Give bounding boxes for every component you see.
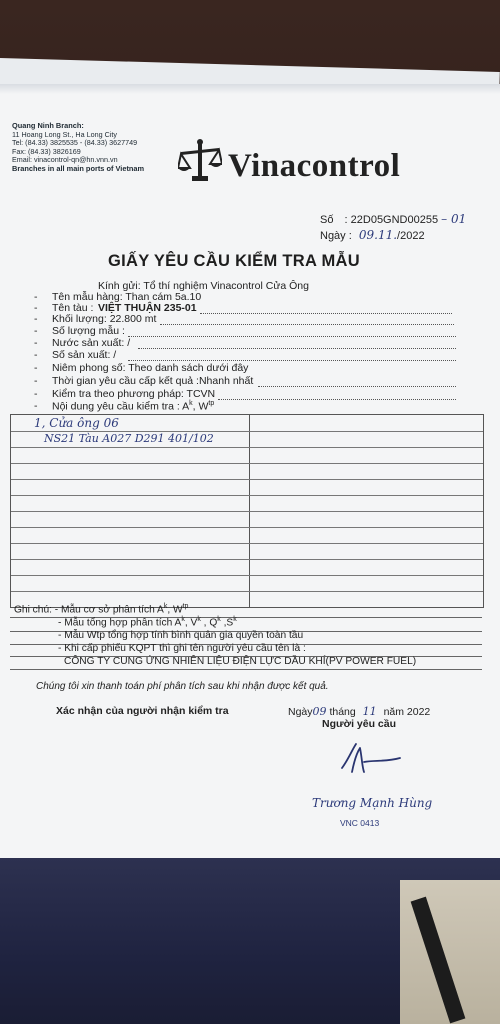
scales-icon <box>178 138 222 184</box>
fill-line <box>128 360 456 361</box>
signing-date <box>288 705 430 718</box>
test-content-label: Nội dung yêu cầu kiểm tra : A <box>52 400 190 413</box>
field-bullet: - <box>34 400 38 412</box>
note-line-2 <box>58 616 237 628</box>
sample-name-field: Tên mẫu hàng: Than cám 5a.10 <box>52 291 202 303</box>
note-text: , W <box>167 604 183 616</box>
test-method-field: Kiểm tra theo phương pháp: TCVN <box>52 388 216 400</box>
doc-number-handwritten: – 01 <box>441 212 467 226</box>
field-bullet: - <box>34 388 38 400</box>
note-text: , Q <box>200 617 218 629</box>
fill-line <box>200 313 452 314</box>
handwritten-table-line-2: NS21 Tàu A027 D291 401/102 <box>44 432 214 445</box>
doc-number-label: Số <box>320 214 334 226</box>
signature-name: Trương Mạnh Hùng <box>312 796 433 810</box>
doc-date <box>320 228 425 242</box>
date-day-handwritten: 09 <box>312 705 327 718</box>
origin-country-field: Nước sản xuất: / <box>52 337 131 349</box>
field-bullet: - <box>34 325 38 337</box>
receiver-confirmation: Xác nhận của người nhận kiểm tra <box>56 705 229 717</box>
weight-field: Khối lượng: 22.800 mt <box>52 313 157 325</box>
branch-info <box>12 122 144 174</box>
field-bullet: - <box>34 291 38 303</box>
brand-logo-text: Vinacontrol <box>228 148 401 184</box>
superscript: k <box>189 400 193 407</box>
superscript: k <box>197 616 201 623</box>
note-line-3: - Mẫu Wtp tổng hợp tính bình quân gia quyền toàn tầu <box>58 630 304 641</box>
handwritten-table-line-1: 1, Cửa ông 06 <box>34 416 119 430</box>
result-time-field: Thời gian yêu cầu cấp kết quả :Nhanh nhất <box>52 375 254 387</box>
production-number-field: Số sản xuất: / <box>52 349 117 361</box>
requester-label: Người yêu cầu <box>322 718 397 730</box>
test-content-label: , W <box>192 400 209 413</box>
doc-number <box>320 212 466 226</box>
field-bullet: - <box>34 313 38 325</box>
branch-address: 11 Hoang Long St., Ha Long City <box>12 129 117 139</box>
note-line-1 <box>14 603 188 615</box>
superscript: tp <box>182 603 189 610</box>
fill-line <box>138 348 456 349</box>
field-bullet: - <box>34 302 38 314</box>
signer-code: VNC 0413 <box>340 818 380 828</box>
fill-line <box>160 324 454 325</box>
branch-fax: Fax: (84.33) 3826169 <box>12 146 81 156</box>
note-divider <box>10 669 482 670</box>
date-month-handwritten: 11 <box>362 705 377 718</box>
date-label: Ngày <box>288 706 313 718</box>
vessel-name: VIỆT THUẬN 235-01 <box>98 302 197 314</box>
field-bullet: - <box>34 337 38 349</box>
sample-count-field: Số lượng mẫu : <box>52 325 125 337</box>
note-text: Ghi chú: - Mẫu cơ sở phân tích A <box>14 604 164 616</box>
field-bullet: - <box>34 362 38 374</box>
superscript: k <box>181 616 185 623</box>
note-text: - Mẫu tổng hợp phân tích A <box>58 617 182 629</box>
requester-company: CÔNG TY CUNG ỨNG NHIÊN LIỆU ĐIỆN LỰC DẦU KHÍ(PV POWER FUEL) <box>64 656 417 667</box>
fill-line <box>218 399 456 400</box>
doc-number-value: : 22D05GND00255 <box>344 214 439 226</box>
date-year: năm 2022 <box>383 706 431 718</box>
note-line-4: - Khi cấp phiếu KQPT thì ghi tên người yêu cầu tên là : <box>58 643 306 654</box>
superscript: k <box>163 603 168 610</box>
note-text: ,S <box>220 617 234 629</box>
branch-tel: Tel: (84.33) 3825535 - (84.33) 3627749 <box>12 138 138 148</box>
field-bullet: - <box>34 349 38 361</box>
superscript: k <box>233 616 237 623</box>
field-bullet: - <box>34 375 38 387</box>
doc-date-year: /2022 <box>397 230 425 242</box>
doc-date-label: Ngày : <box>320 230 352 242</box>
note-text: , V <box>184 617 198 629</box>
payment-statement: Chúng tôi xin thanh toán phí phân tích sau khi nhận được kết quả. <box>36 681 329 692</box>
recipient-line: Kính gửi: Tổ thí nghiệm Vinacontrol Cửa Ông <box>98 280 309 292</box>
vessel-label: Tên tàu : <box>52 302 94 314</box>
fill-line <box>258 386 456 387</box>
branch-name: Quang Ninh Branch: <box>12 121 84 130</box>
document-title: GIẤY YÊU CẦU KIỂM TRA MẪU <box>108 252 360 270</box>
test-content-field <box>52 400 214 413</box>
branch-ports: Branches in all main ports of Vietnam <box>12 163 145 173</box>
date-label: tháng <box>329 706 356 718</box>
superscript: k <box>217 616 221 623</box>
seal-number-field: Niêm phong số: Theo danh sách dưới đây <box>52 362 249 374</box>
branch-email: Email: vinacontrol-qn@hn.vnn.vn <box>12 155 118 165</box>
signature-mark <box>334 738 404 778</box>
doc-date-handwritten: 09.11. <box>358 228 398 242</box>
fill-line <box>128 336 456 337</box>
superscript: tp <box>208 400 215 407</box>
